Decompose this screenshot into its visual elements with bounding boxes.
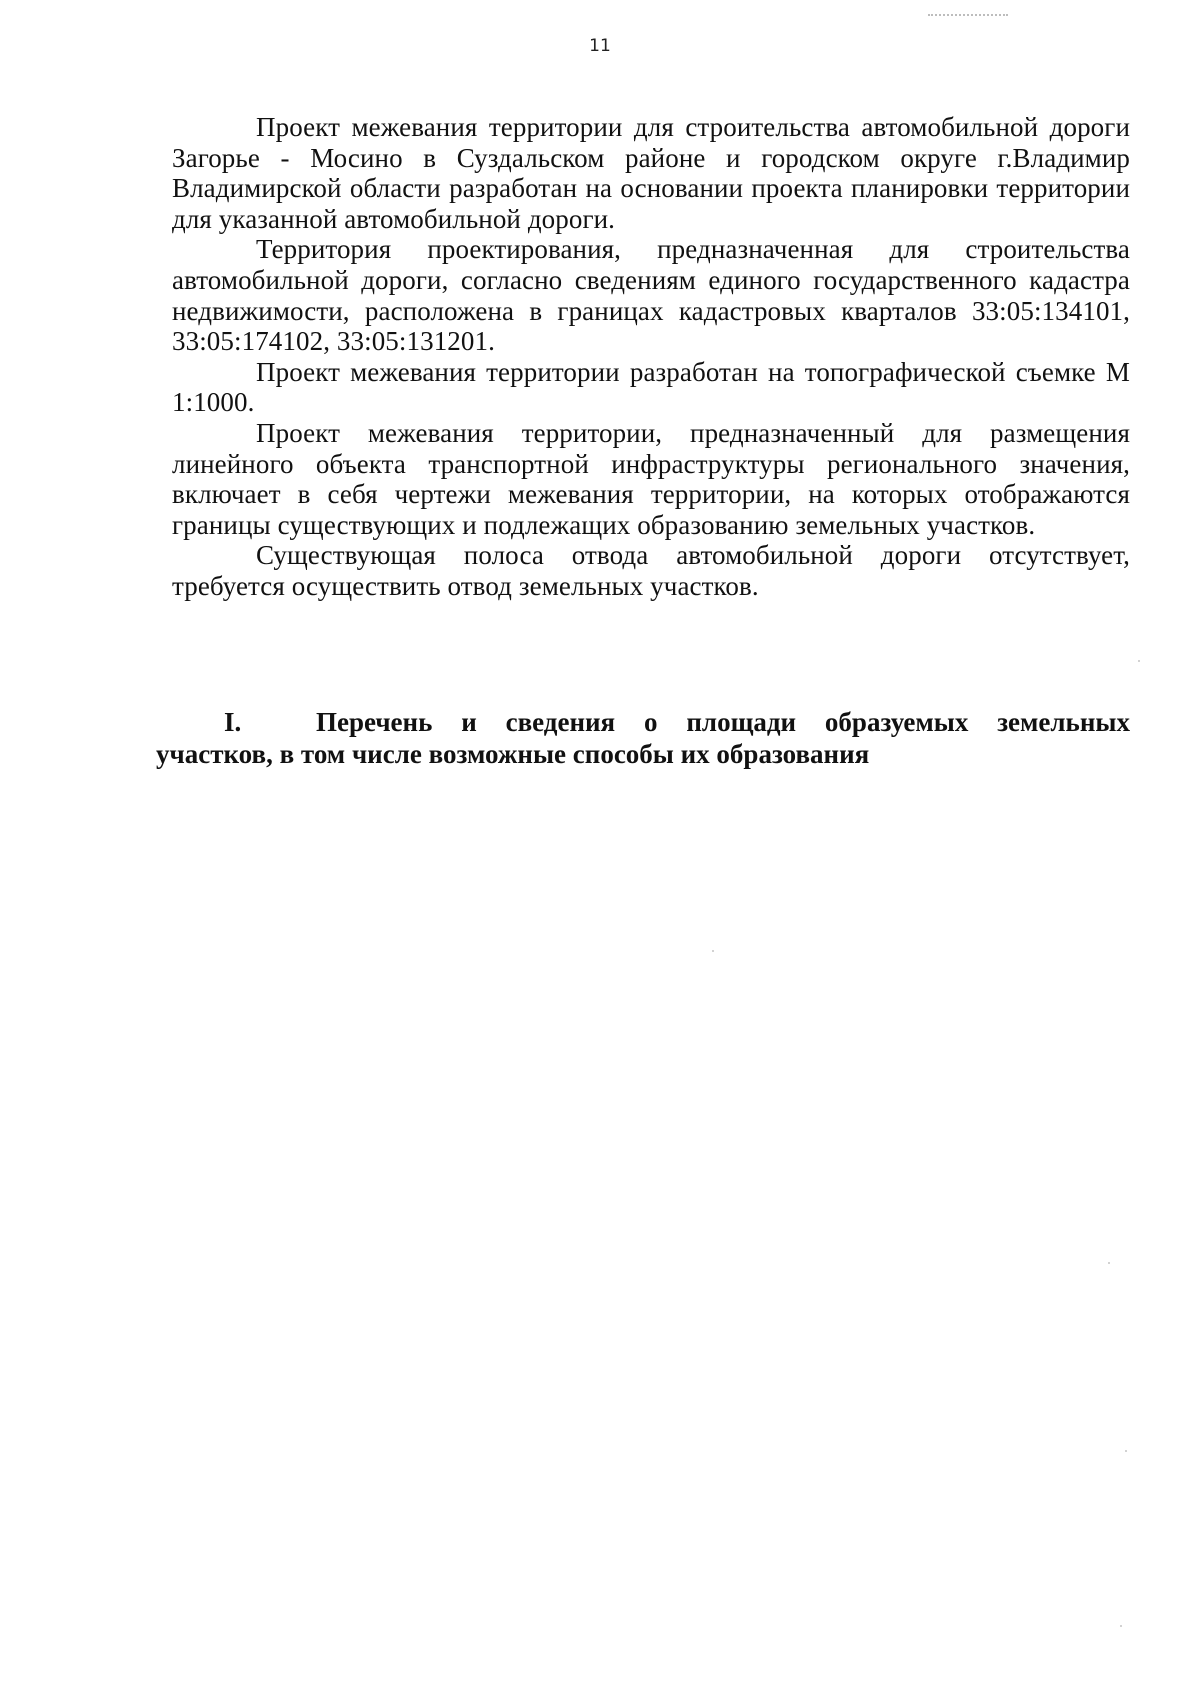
section-title-line-2: участков, в том числе возможные способы их образования: [156, 739, 870, 769]
section-title-word: о: [644, 707, 658, 737]
scan-speck: [712, 950, 714, 952]
scan-speck: [1108, 1262, 1110, 1264]
section-title-word: сведения: [505, 707, 616, 737]
scan-speck: [1120, 1625, 1122, 1627]
section-heading-line-1: [156, 706, 1130, 738]
paragraph-intro: Проект межевания территории для строительства автомобильной дороги Загорье - Мосино в Суздальском районе и городском округе г.Владимир Владимирской области разработан на основании проекта планировки территории для указанной автомобильной дороги.: [172, 112, 1130, 234]
section-title-line-1: [316, 706, 1130, 738]
section-title-word: Перечень: [316, 707, 433, 737]
section-title-word: и: [461, 707, 477, 737]
paragraph-survey: Проект межевания территории разработан на топографической съемке М 1:1000.: [172, 356, 1130, 418]
scan-speck: [1125, 1450, 1127, 1452]
section-heading: [156, 706, 1130, 770]
paragraph-territory: Территория проектирования, предназначенная для строительства автомобильной дороги, согласно сведениям единого государственного кадастра недвижимости, расположена в границах кадастровых кварталов 33:05:134101, 33:05:174102, 33:05:131201.: [172, 234, 1130, 357]
scan-speck: [1138, 660, 1140, 662]
section-title-word: площади: [686, 707, 797, 737]
paragraph-right-of-way: Существующая полоса отвода автомобильной дороги отсутствует, требуется осуществить отвод земельных участков.: [172, 540, 1130, 601]
section-title-word: земельных: [997, 707, 1130, 737]
scan-artifact: [928, 14, 1008, 19]
section-number: I.: [224, 707, 242, 737]
document-body: [172, 112, 1130, 602]
section-title-word: образуемых: [824, 707, 969, 737]
paragraph-drawings: Проект межевания территории, предназначенный для размещения линейного объекта транспортной инфраструктуры регионального значения, включает в себя чертежи межевания территории, на которых отображаются границы существующих и подлежащих образованию земельных участков.: [172, 417, 1130, 540]
page-number: 11: [589, 36, 611, 56]
